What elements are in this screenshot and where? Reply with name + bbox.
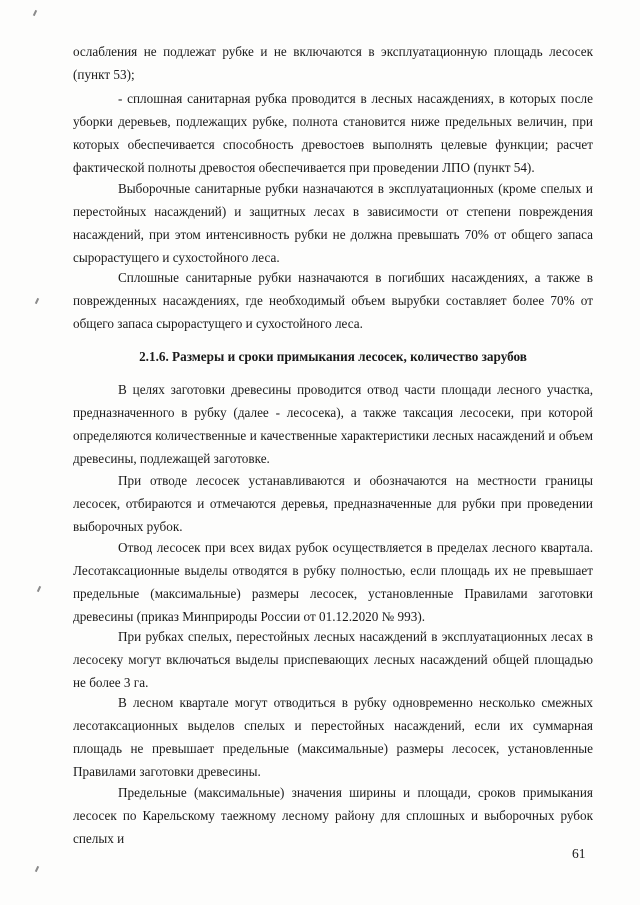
paragraph: Сплошные санитарные рубки назначаются в погибших насаждениях, а также в поврежденных насаждениях, где необходимый объем вырубки составляет более 70% от общего запаса сырорастущего и сухостойного леса. [73,270,593,331]
paragraph: - сплошная санитарная рубка проводится в лесных насаждениях, в которых после уборки деревьев, подлежащих рубке, полнота становится ниже предельных величин, при которых обеспечивается способность древостоев выполнять целевые функции; расчет фактической полноты древостоя обеспечивается при проведении ЛПО (пункт 54). [73,91,593,175]
scan-mark [37,586,41,592]
paragraph: Предельные (максимальные) значения ширины и площади, сроков примыкания лесосек по Карельскому таежному лесному району для сплошных и выборочных рубок спелых и [73,785,593,846]
paragraph: При отводе лесосек устанавливаются и обозначаются на местности границы лесосек, отбираются и отмечаются деревья, предназначенные для рубки при проведении выборочных рубок. [73,473,593,534]
section-heading: 2.1.6. Размеры и сроки примыкания лесосек, количество зарубов [139,349,527,364]
paragraph: При рубках спелых, перестойных лесных насаждений в эксплуатационных лесах в лесосеку могут включаться выделы приспевающих лесных насаждений общей площадью не более 3 га. [73,629,593,690]
scan-mark [33,10,37,16]
paragraph: ослабления не подлежат рубке и не включаются в эксплуатационную площадь лесосек (пункт 53); [73,44,593,82]
paragraph: В целях заготовки древесины проводится отвод части площади лесного участка, предназначенного в рубку (далее - лесосека), а также таксация лесосеки, при которой определяются количественные и качественные характеристики лесных насаждений и объем древесины, подлежащей заготовке. [73,382,593,466]
scan-mark [35,298,39,304]
paragraph: Отвод лесосек при всех видах рубок осуществляется в пределах лесного квартала. Лесотаксационные выделы отводятся в рубку полностью, если площадь их не превышает предельные (максимальные) размеры лесосек, установленные Правилами заготовки древесины (приказ Минприроды России от 01.12.2020 № 993). [73,540,593,624]
page-number: 61 [572,846,586,861]
paragraph: В лесном квартале могут отводиться в рубку одновременно несколько смежных лесотаксационных выделов спелых и перестойных насаждений, если их суммарная площадь не превышает предельные (максимальные) размеры лесосек, установленные Правилами заготовки древесины. [73,695,593,779]
paragraph: Выборочные санитарные рубки назначаются в эксплуатационных (кроме спелых и перестойных насаждений) и защитных лесах в зависимости от степени повреждения насаждений, при этом интенсивность рубки не должна превышать 70% от общего запаса сырорастущего и сухостойного леса. [73,181,593,265]
scan-mark [35,866,39,872]
